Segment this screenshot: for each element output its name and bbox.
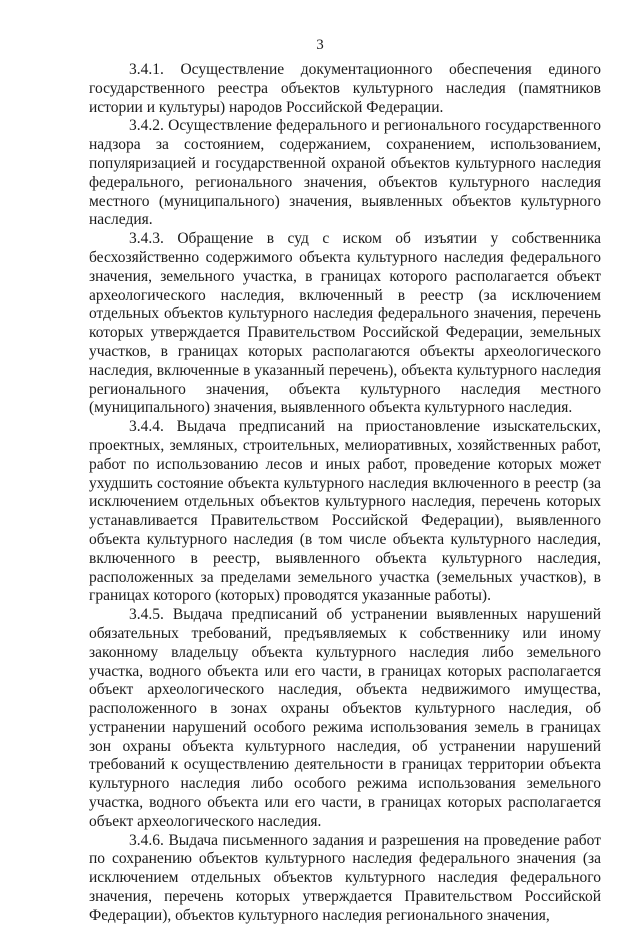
- paragraph-3-4-3: 3.4.3. Обращение в суд с иском об изъятии у собственника бесхозяйственно содержимого объекта культурного наследия федерального значения, земельного участка, в границах которого располагается объект археологического наследия, включенный в реестр (за исключением отдельных объектов культурного наследия федерального значения, перечень которых утверждается Правительством Российской Федерации, земельных участков, в границах которых располагаются объекты археологического наследия, включенные в указанный перечень), объекта культурного наследия регионального значения, объекта культурного наследия местного (муниципального) значения, выявленного объекта культурного наследия.: [89, 230, 601, 417]
- paragraph-3-4-6: 3.4.6. Выдача письменного задания и разрешения на проведение работ по сохранению объектов культурного наследия федерального значения (за исключением отдельных объектов культурного наследия федерального значения, перечень которых утверждается Правительством Российской Федерации), объектов культурного наследия регионального значения,: [89, 831, 601, 924]
- paragraph-3-4-1: 3.4.1. Осуществление документационного обеспечения единого государственного реестра объектов культурного наследия (памятников истории и культуры) народов Российской Федерации.: [89, 61, 601, 116]
- page-number: 3: [316, 37, 324, 53]
- paragraph-3-4-5: 3.4.5. Выдача предписаний об устранении выявленных нарушений обязательных требований, предъявляемых к собственнику или иному законному владельцу объекта культурного наследия либо земельного участка, водного объекта или его части, в границах которых располагается объект археологического наследия, объекта недвижимого имущества, расположенного в зонах охраны объектов культурного наследия, об устранении нарушений особого режима использования земель в границах зон охраны объекта культурного наследия, об устранении нарушений требований к осуществлению деятельности в границах территории объекта культурного наследия либо особого режима использования земельного участка, водного объекта или его части, в границах которых располагается объект археологического наследия.: [89, 606, 601, 830]
- paragraph-3-4-4: 3.4.4. Выдача предписаний на приостановление изыскательских, проектных, земляных, строительных, мелиоративных, хозяйственных работ, работ по использованию лесов и иных работ, проведение которых может ухудшить состояние объекта культурного наследия включенного в реестр (за исключением отдельных объектов культурного наследия, перечень которых устанавливается Правительством Российской Федерации), выявленного объекта культурного наследия (в том числе объекта культурного наследия, включенного в реестр, выявленного объекта культурного наследия, расположенных за пределами земельного участка (земельных участков), в границах которого (которых) проводятся указанные работы).: [89, 418, 601, 605]
- paragraph-3-4-2: 3.4.2. Осуществление федерального и регионального государственного надзора за состоянием, содержанием, сохранением, использованием, популяризацией и государственной охраной объектов культурного наследия федерального, регионального значения, объектов культурного наследия местного (муниципального) значения, выявленных объектов культурного наследия.: [89, 117, 601, 229]
- document-body: [89, 61, 601, 926]
